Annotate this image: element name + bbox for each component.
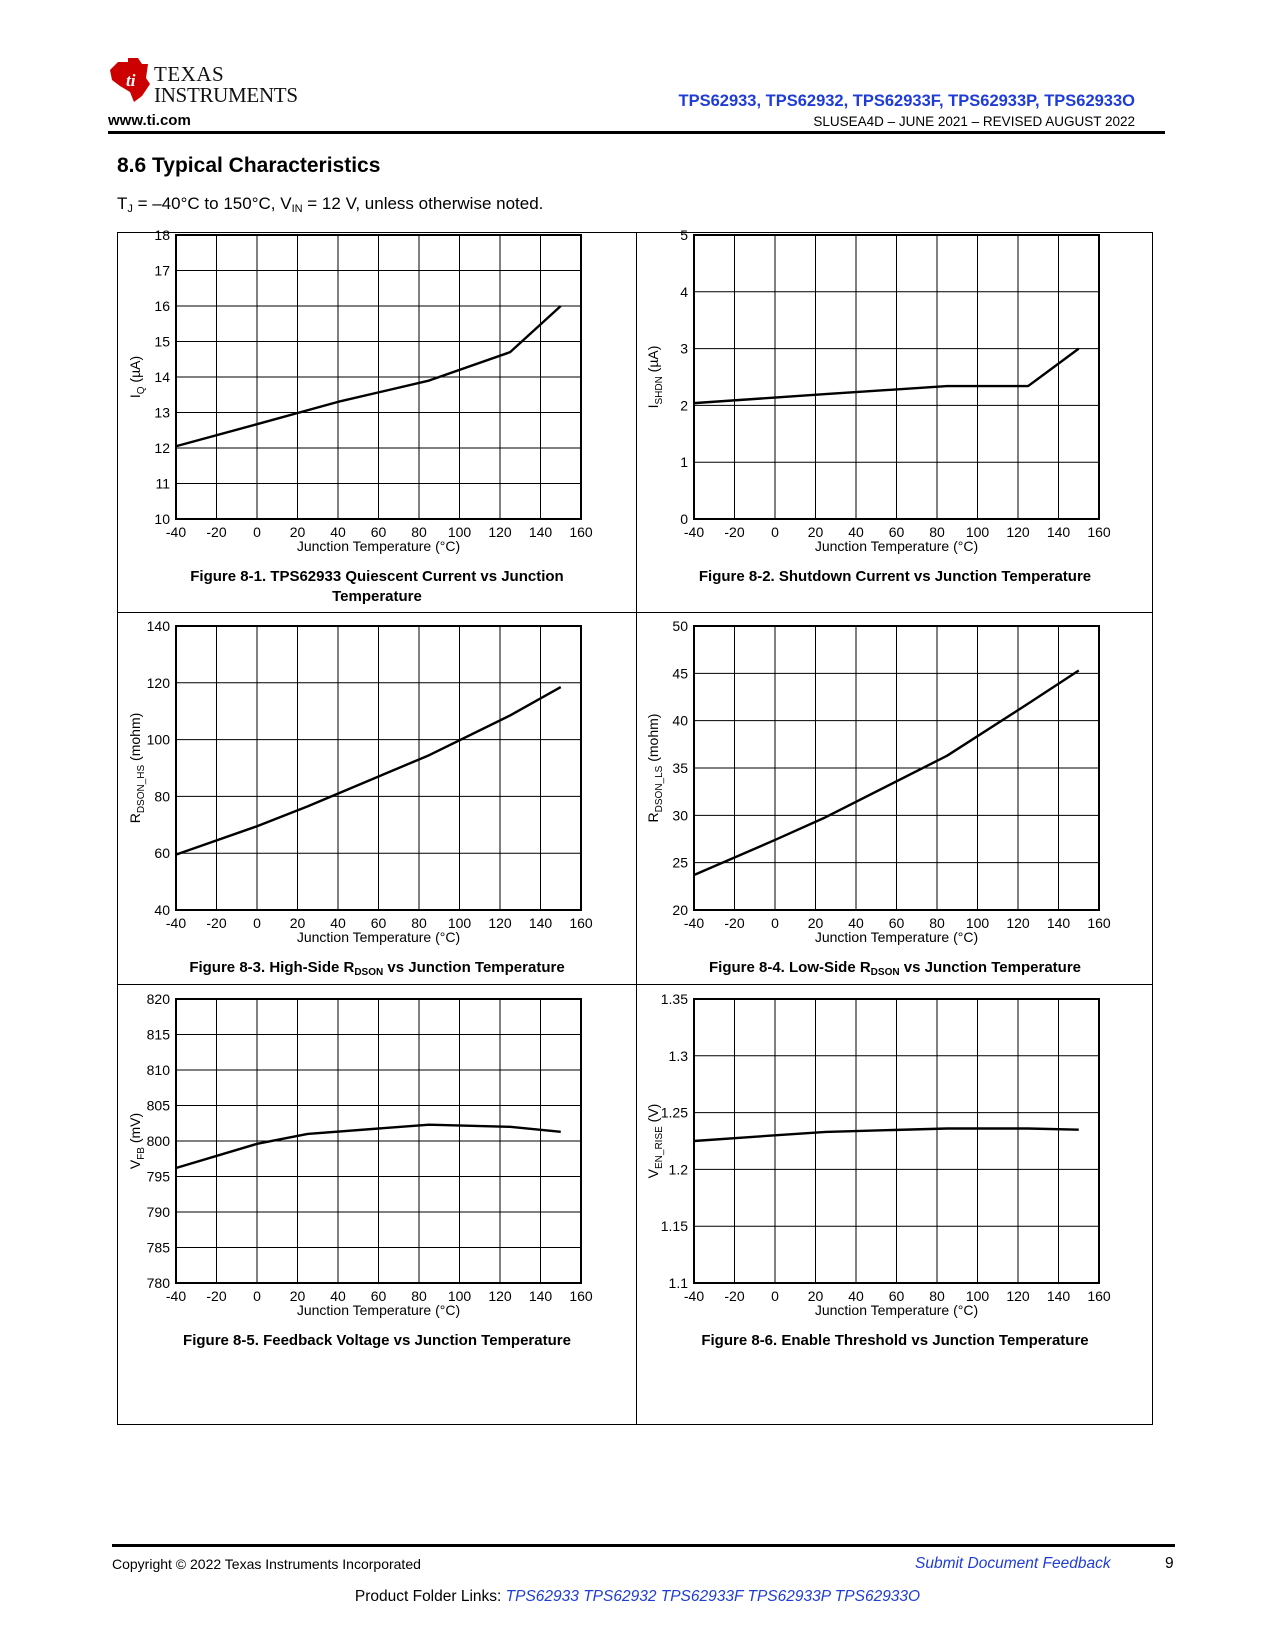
fig2-ytick-label: 2 (680, 397, 688, 414)
fig1-ytick-label: 17 (154, 262, 170, 279)
part-numbers-link[interactable]: TPS62933, TPS62932, TPS62933F, TPS62933P, TPS62933O (678, 92, 1135, 110)
fig3-ylabel: $R_{DSON\_HS}$ (mohm) (127, 712, 147, 824)
fig2-ytick-label: 1 (680, 454, 688, 471)
ti-logo[interactable] (108, 56, 308, 106)
chart-fig4 (636, 618, 1154, 945)
fig5-xtick-label: 20 (289, 1288, 306, 1304)
fig3-ytick-label: 120 (146, 674, 170, 691)
fig6-ytick-label: 1.2 (668, 1161, 688, 1178)
fig5-ytick-label: 815 (146, 1026, 170, 1043)
fig6-xtick-label: 0 (771, 1288, 779, 1304)
fig3-xtick-label: 0 (253, 915, 261, 931)
fig3-ytick-label: 140 (146, 618, 170, 634)
caption-fig6: Figure 8-6. Enable Threshold vs Junction Temperature (701, 1332, 1089, 1349)
fig3-xlabel: Junction Temperature (°C) (296, 929, 461, 945)
fig2-xtick-label: 160 (1087, 524, 1111, 540)
caption-fig3-pre: Figure 8-3. High-Side R (189, 959, 355, 976)
fig4-xtick-label: -20 (724, 915, 745, 931)
fig2-xtick-label: -20 (724, 524, 745, 540)
chart-fig3 (118, 618, 636, 945)
fig4-ylabel: $R_{DSON\_LS}$ (mohm) (645, 713, 665, 823)
fig4-xtick-label: -40 (683, 915, 705, 931)
fig1-xtick-label: 0 (253, 524, 261, 540)
fig5-ytick-label: 780 (146, 1275, 170, 1291)
logo-word-1: Texas (154, 62, 225, 86)
page-number: 9 (1165, 1555, 1174, 1572)
fig2-ytick-label: 5 (680, 227, 688, 243)
fig6-xtick-label: -40 (683, 1288, 705, 1304)
fig4-ytick-label: 40 (672, 712, 688, 729)
chart-fig5 (118, 991, 636, 1318)
fig6-ytick-label: 1.1 (668, 1275, 688, 1291)
fig4-xtick-label: 100 (965, 915, 990, 931)
fig4-xtick-label: 160 (1087, 915, 1111, 931)
fig4-xtick-label: 140 (1046, 915, 1071, 931)
fig4-ytick-label: 50 (672, 618, 688, 634)
fig1-ytick-label: 18 (154, 227, 170, 243)
cond-end: = 12 V, unless otherwise noted. (302, 194, 544, 213)
fig6-ytick-label: 1.25 (660, 1104, 688, 1121)
grid-divider-1 (118, 612, 1152, 613)
fig1-ytick-label: 11 (155, 475, 170, 492)
section-title: 8.6 Typical Characteristics (117, 154, 381, 177)
fig3-xtick-label: 60 (370, 915, 387, 931)
fig1-series-line (176, 306, 561, 446)
ti-logo-icon (108, 56, 308, 106)
fig6-xtick-label: 40 (848, 1288, 864, 1304)
fig4-xtick-label: 60 (888, 915, 905, 931)
fig1-xtick-label: 60 (370, 524, 387, 540)
fig6-ylabel: $V_{EN\_RISE}$ (V) (645, 1103, 665, 1179)
submit-feedback-link[interactable]: Submit Document Feedback (915, 1555, 1111, 1572)
fig3-xtick-label: 80 (411, 915, 427, 931)
fig6-xtick-label: 160 (1087, 1288, 1111, 1304)
fig3-xtick-label: 20 (289, 915, 306, 931)
fig2-xtick-label: 60 (888, 524, 905, 540)
fig2-xtick-label: 120 (1006, 524, 1030, 540)
fig5-xtick-label: 40 (330, 1288, 346, 1304)
caption-fig5: Figure 8-5. Feedback Voltage vs Junction Temperature (183, 1332, 571, 1349)
fig5-xtick-label: 120 (488, 1288, 512, 1304)
fig4-ytick-label: 45 (672, 665, 688, 682)
fig3-xtick-label: 120 (488, 915, 512, 931)
fig1-xtick-label: 20 (289, 524, 306, 540)
fig4-ytick-label: 35 (672, 760, 688, 776)
chart-fig1 (118, 227, 636, 554)
fig2-xtick-label: 40 (848, 524, 864, 540)
caption-fig1-line1: Figure 8-1. TPS62933 Quiescent Current vs Junction (190, 568, 564, 585)
fig1-ytick-label: 14 (154, 369, 170, 385)
fig5-ytick-label: 820 (146, 991, 170, 1007)
fig5-ytick-label: 805 (146, 1097, 170, 1114)
fig4-ytick-label: 30 (672, 807, 688, 824)
fig1-ytick-label: 12 (154, 440, 170, 456)
fig2-ytick-label: 4 (680, 283, 688, 300)
fig2-ytick-label: 0 (680, 511, 688, 527)
svg-text:ti: ti (126, 71, 136, 90)
fig1-xtick-label: -40 (165, 524, 187, 540)
fig3-xtick-label: 140 (528, 915, 553, 931)
fig6-xtick-label: -20 (724, 1288, 745, 1304)
pfl-links[interactable]: TPS62933 TPS62932 TPS62933F TPS62933P TPS62933O (505, 1588, 921, 1605)
fig5-ytick-label: 800 (146, 1133, 170, 1149)
fig5-xtick-label: 80 (411, 1288, 427, 1304)
fig5-ylabel: $V_{FB}$ (mV) (127, 1112, 147, 1170)
caption-fig1 (118, 567, 636, 607)
fig1-xtick-label: 140 (528, 524, 553, 540)
fig2-xlabel: Junction Temperature (°C) (814, 538, 979, 554)
fig2-xtick-label: 20 (807, 524, 824, 540)
fig3-xtick-label: 100 (447, 915, 472, 931)
fig1-xtick-label: -20 (206, 524, 227, 540)
header-rule (108, 131, 1165, 134)
chart-fig2 (636, 227, 1154, 554)
document-id: SLUSEA4D – JUNE 2021 – REVISED AUGUST 2022 (813, 114, 1135, 129)
copyright: Copyright © 2022 Texas Instruments Incorporated (112, 1556, 421, 1572)
caption-fig4-pre: Figure 8-4. Low-Side R (708, 959, 871, 976)
fig5-ytick-label: 795 (146, 1168, 170, 1185)
grid-divider-2 (118, 984, 1152, 985)
fig5-xtick-label: 0 (253, 1288, 261, 1304)
fig3-ytick-label: 80 (154, 788, 170, 805)
logo-word-2: Instruments (154, 83, 298, 106)
fig2-ytick-label: 3 (680, 340, 688, 357)
fig1-ytick-label: 10 (154, 511, 170, 527)
fig6-ytick-label: 1.15 (660, 1218, 688, 1235)
fig6-xtick-label: 20 (807, 1288, 824, 1304)
fig5-xlabel: Junction Temperature (°C) (296, 1302, 461, 1318)
caption-fig4-sub: DSON (870, 967, 900, 978)
conditions-note (117, 194, 543, 215)
fig4-xtick-label: 40 (848, 915, 864, 931)
fig6-xtick-label: 60 (888, 1288, 905, 1304)
fig2-xtick-label: 0 (771, 524, 779, 540)
website-link[interactable]: www.ti.com (108, 112, 191, 129)
fig3-ytick-label: 60 (154, 845, 170, 862)
fig6-ytick-label: 1.3 (668, 1047, 688, 1064)
fig3-xtick-label: 40 (330, 915, 346, 931)
cond-vin-sub: IN (291, 203, 303, 215)
caption-fig3-post: vs Junction Temperature (383, 959, 565, 976)
fig6-xlabel: Junction Temperature (°C) (814, 1302, 979, 1318)
fig4-ytick-label: 20 (672, 902, 688, 918)
fig2-xtick-label: -40 (683, 524, 705, 540)
fig1-ylabel: $I_Q$ (µA) (127, 355, 147, 399)
fig4-xtick-label: 80 (929, 915, 945, 931)
fig5-xtick-label: 160 (569, 1288, 593, 1304)
cond-tj-sub: J (127, 203, 133, 215)
fig5-series-line (176, 1125, 561, 1168)
fig5-ytick-label: 785 (146, 1239, 170, 1256)
fig6-xtick-label: 120 (1006, 1288, 1030, 1304)
fig3-xtick-label: 160 (569, 915, 593, 931)
cond-mid: = –40°C to 150°C, V (132, 194, 292, 213)
fig2-xtick-label: 100 (965, 524, 990, 540)
caption-fig3-sub: DSON (354, 967, 384, 978)
fig3-ytick-label: 100 (146, 731, 170, 748)
caption-fig3 (118, 958, 636, 983)
fig4-ytick-label: 25 (672, 854, 688, 871)
pfl-label: Product Folder Links: (354, 1588, 506, 1605)
fig6-series-line (694, 1129, 1079, 1141)
fig3-xtick-label: -20 (206, 915, 227, 931)
fig5-xtick-label: 140 (528, 1288, 553, 1304)
fig3-xtick-label: -40 (165, 915, 187, 931)
caption-fig4 (636, 958, 1154, 983)
fig6-ytick-label: 1.35 (660, 991, 688, 1007)
fig1-xtick-label: 120 (488, 524, 512, 540)
fig1-ytick-label: 16 (154, 298, 170, 314)
fig1-xtick-label: 160 (569, 524, 593, 540)
fig1-xtick-label: 100 (447, 524, 472, 540)
fig2-xtick-label: 140 (1046, 524, 1071, 540)
fig4-xtick-label: 20 (807, 915, 824, 931)
fig5-ytick-label: 810 (146, 1062, 170, 1078)
fig2-xtick-label: 80 (929, 524, 945, 540)
fig4-series-line (694, 670, 1079, 874)
caption-fig2: Figure 8-2. Shutdown Current vs Junction Temperature (698, 568, 1092, 585)
fig1-xlabel: Junction Temperature (°C) (296, 538, 461, 554)
fig6-xtick-label: 140 (1046, 1288, 1071, 1304)
fig5-xtick-label: 100 (447, 1288, 472, 1304)
fig1-xtick-label: 40 (330, 524, 346, 540)
fig1-ytick-label: 15 (154, 333, 170, 350)
fig5-xtick-label: -20 (206, 1288, 227, 1304)
caption-fig1-line2: Temperature (332, 588, 422, 605)
fig4-xtick-label: 120 (1006, 915, 1030, 931)
fig3-series-line (176, 687, 561, 855)
fig5-xtick-label: -40 (165, 1288, 187, 1304)
fig2-series-line (694, 349, 1079, 404)
caption-fig4-post: vs Junction Temperature (899, 959, 1082, 976)
fig4-xtick-label: 0 (771, 915, 779, 931)
fig5-ytick-label: 790 (146, 1204, 170, 1220)
product-folder-links (0, 1588, 1275, 1606)
fig3-ytick-label: 40 (154, 902, 170, 918)
fig2-ylabel: $I_{SHDN}$ (µA) (645, 345, 665, 409)
fig5-xtick-label: 60 (370, 1288, 387, 1304)
fig1-ytick-label: 13 (154, 404, 170, 421)
cond-tj: T (117, 194, 128, 213)
fig6-xtick-label: 80 (929, 1288, 945, 1304)
chart-fig6 (636, 991, 1154, 1318)
fig6-xtick-label: 100 (965, 1288, 990, 1304)
footer-rule (112, 1544, 1175, 1547)
fig4-xlabel: Junction Temperature (°C) (814, 929, 979, 945)
fig1-xtick-label: 80 (411, 524, 427, 540)
figure-grid (117, 227, 1153, 1425)
